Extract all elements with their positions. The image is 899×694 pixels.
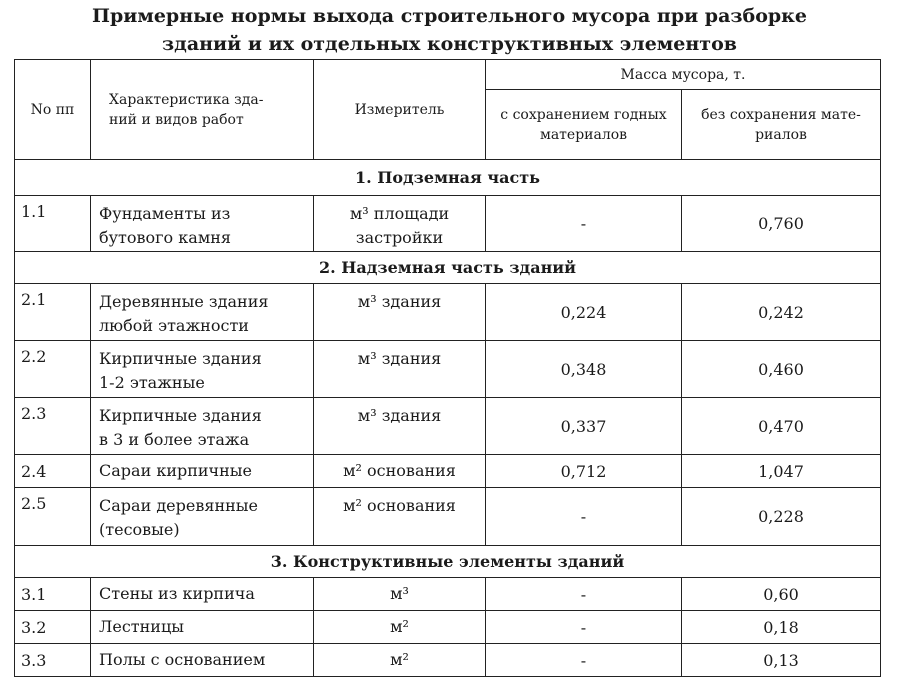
table-row (15, 341, 881, 398)
row-without-value: 0,242 (682, 284, 881, 341)
table-row (15, 196, 881, 252)
row-description: Сараи деревянные (тесовые) (91, 488, 314, 546)
row-num: 2.3 (15, 398, 91, 455)
row-description: Фундаменты из бутового камня (91, 196, 314, 252)
row-with-value: - (486, 196, 682, 252)
table-row (15, 488, 881, 546)
table-row (15, 611, 881, 644)
row-without-value: 0,760 (682, 196, 881, 252)
row-measure: м³ (314, 578, 486, 611)
title-line-2: зданий и их отдельных конструктивных элементов (162, 33, 737, 55)
header-with-materials: с сохранением годных материалов (486, 90, 682, 160)
table-row (15, 578, 881, 611)
row-with-value: 0,337 (486, 398, 682, 455)
row-without-value: 0,470 (682, 398, 881, 455)
row-description: Лестницы (91, 611, 314, 644)
row-description: Полы с основанием (91, 644, 314, 677)
header-without-materials: без сохранения мате- риалов (682, 90, 881, 160)
row-without-value: 0,60 (682, 578, 881, 611)
table-row (15, 455, 881, 488)
row-with-value: - (486, 488, 682, 546)
row-num: 1.1 (15, 196, 91, 252)
row-description: Кирпичные здания в 3 и более этажа (91, 398, 314, 455)
row-measure: м³ площади застройки (314, 196, 486, 252)
row-description: Кирпичные здания 1-2 этажные (91, 341, 314, 398)
row-num: 2.1 (15, 284, 91, 341)
header-mass: Масса мусора, т. (486, 60, 881, 90)
table-row (15, 398, 881, 455)
row-measure: м² (314, 644, 486, 677)
row-measure: м² (314, 611, 486, 644)
row-measure: м³ здания (314, 284, 486, 341)
row-num: 2.4 (15, 455, 91, 488)
row-without-value: 1,047 (682, 455, 881, 488)
section-title: 1. Подземная часть (15, 160, 881, 196)
row-without-value: 0,18 (682, 611, 881, 644)
row-measure: м³ здания (314, 341, 486, 398)
header-row-top (15, 60, 881, 90)
section-title: 3. Конструктивные элементы зданий (15, 546, 881, 578)
section-title: 2. Надземная часть зданий (15, 252, 881, 284)
debris-norms-table (14, 59, 881, 677)
row-without-value: 0,228 (682, 488, 881, 546)
row-num: 3.1 (15, 578, 91, 611)
row-with-value: - (486, 644, 682, 677)
row-with-value: 0,348 (486, 341, 682, 398)
table-row (15, 284, 881, 341)
section-row (15, 160, 881, 196)
document-title (0, 2, 899, 58)
title-line-1: Примерные нормы выхода строительного мусора при разборке (92, 5, 807, 27)
row-description: Деревянные здания любой этажности (91, 284, 314, 341)
row-num: 3.2 (15, 611, 91, 644)
header-num: No пп (15, 60, 91, 160)
row-num: 2.2 (15, 341, 91, 398)
row-with-value: 0,712 (486, 455, 682, 488)
row-with-value: - (486, 611, 682, 644)
section-row (15, 252, 881, 284)
row-num: 3.3 (15, 644, 91, 677)
row-measure: м³ здания (314, 398, 486, 455)
header-measure: Измеритель (314, 60, 486, 160)
row-description: Сараи кирпичные (91, 455, 314, 488)
row-without-value: 0,13 (682, 644, 881, 677)
row-without-value: 0,460 (682, 341, 881, 398)
row-measure: м² основания (314, 455, 486, 488)
row-with-value: 0,224 (486, 284, 682, 341)
row-with-value: - (486, 578, 682, 611)
row-measure: м² основания (314, 488, 486, 546)
table-row (15, 644, 881, 677)
row-num: 2.5 (15, 488, 91, 546)
header-description: Характеристика зда- ний и видов работ (91, 60, 314, 160)
section-row (15, 546, 881, 578)
row-description: Стены из кирпича (91, 578, 314, 611)
